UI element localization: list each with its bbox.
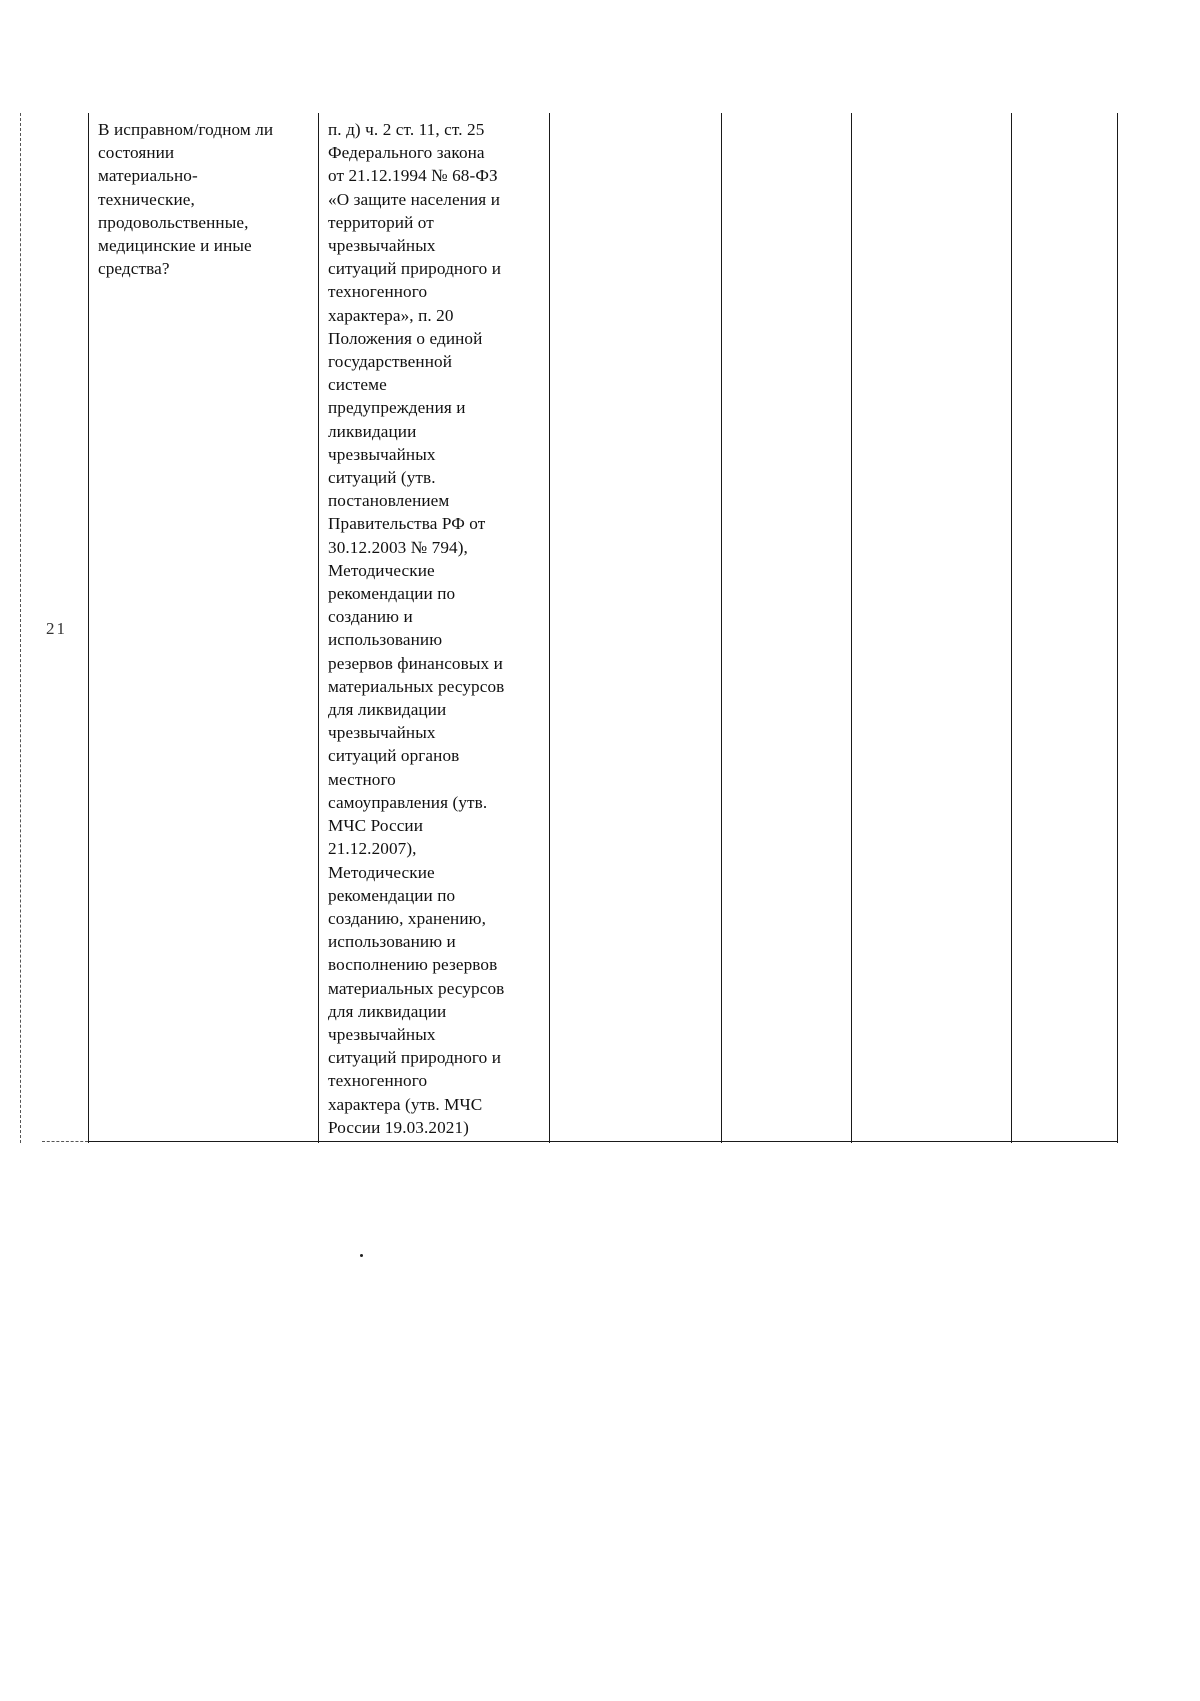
legal-basis-cell: п. д) ч. 2 ст. 11, ст. 25 Федерального закона от 21.12.1994 № 68-ФЗ «О защите населения и территорий от чрезвычайных ситуаций природного и техногенного характера», п. 20 Положения о единой государственной системе предупреждения и ликвидации чрезвычайных ситуаций (утв. постановлением Правительства РФ от 30.12.2003 № 794), Методические рекомендации по созданию и использованию резервов финансовых и материальных ресурсов для ликвидации чрезвычайных ситуаций органов местного самоуправления (утв. МЧС России 21.12.2007), Методические рекомендации по созданию, хранению, использованию и восполнению резервов материальных ресурсов для ликвидации чрезвычайных ситуаций природного и техногенного характера (утв. МЧС России 19.03.2021) bbox=[328, 120, 505, 1137]
table-bottom-border bbox=[88, 1141, 1118, 1142]
column-divider-4 bbox=[721, 113, 722, 1143]
row-number: 21 bbox=[46, 619, 67, 638]
table-bottom-border-dashed bbox=[42, 1141, 88, 1142]
column-divider-3 bbox=[549, 113, 550, 1143]
scan-speck bbox=[360, 1254, 363, 1257]
question-cell: В исправном/годном ли состоянии материально- технические, продовольственные, медицинские и иные средства? bbox=[98, 120, 274, 279]
column-divider-2 bbox=[318, 113, 319, 1143]
column-divider-5 bbox=[851, 113, 852, 1143]
column-divider-1 bbox=[88, 113, 89, 1143]
table-left-border bbox=[20, 113, 21, 1143]
table-right-border bbox=[1117, 113, 1118, 1143]
column-divider-6 bbox=[1011, 113, 1012, 1143]
